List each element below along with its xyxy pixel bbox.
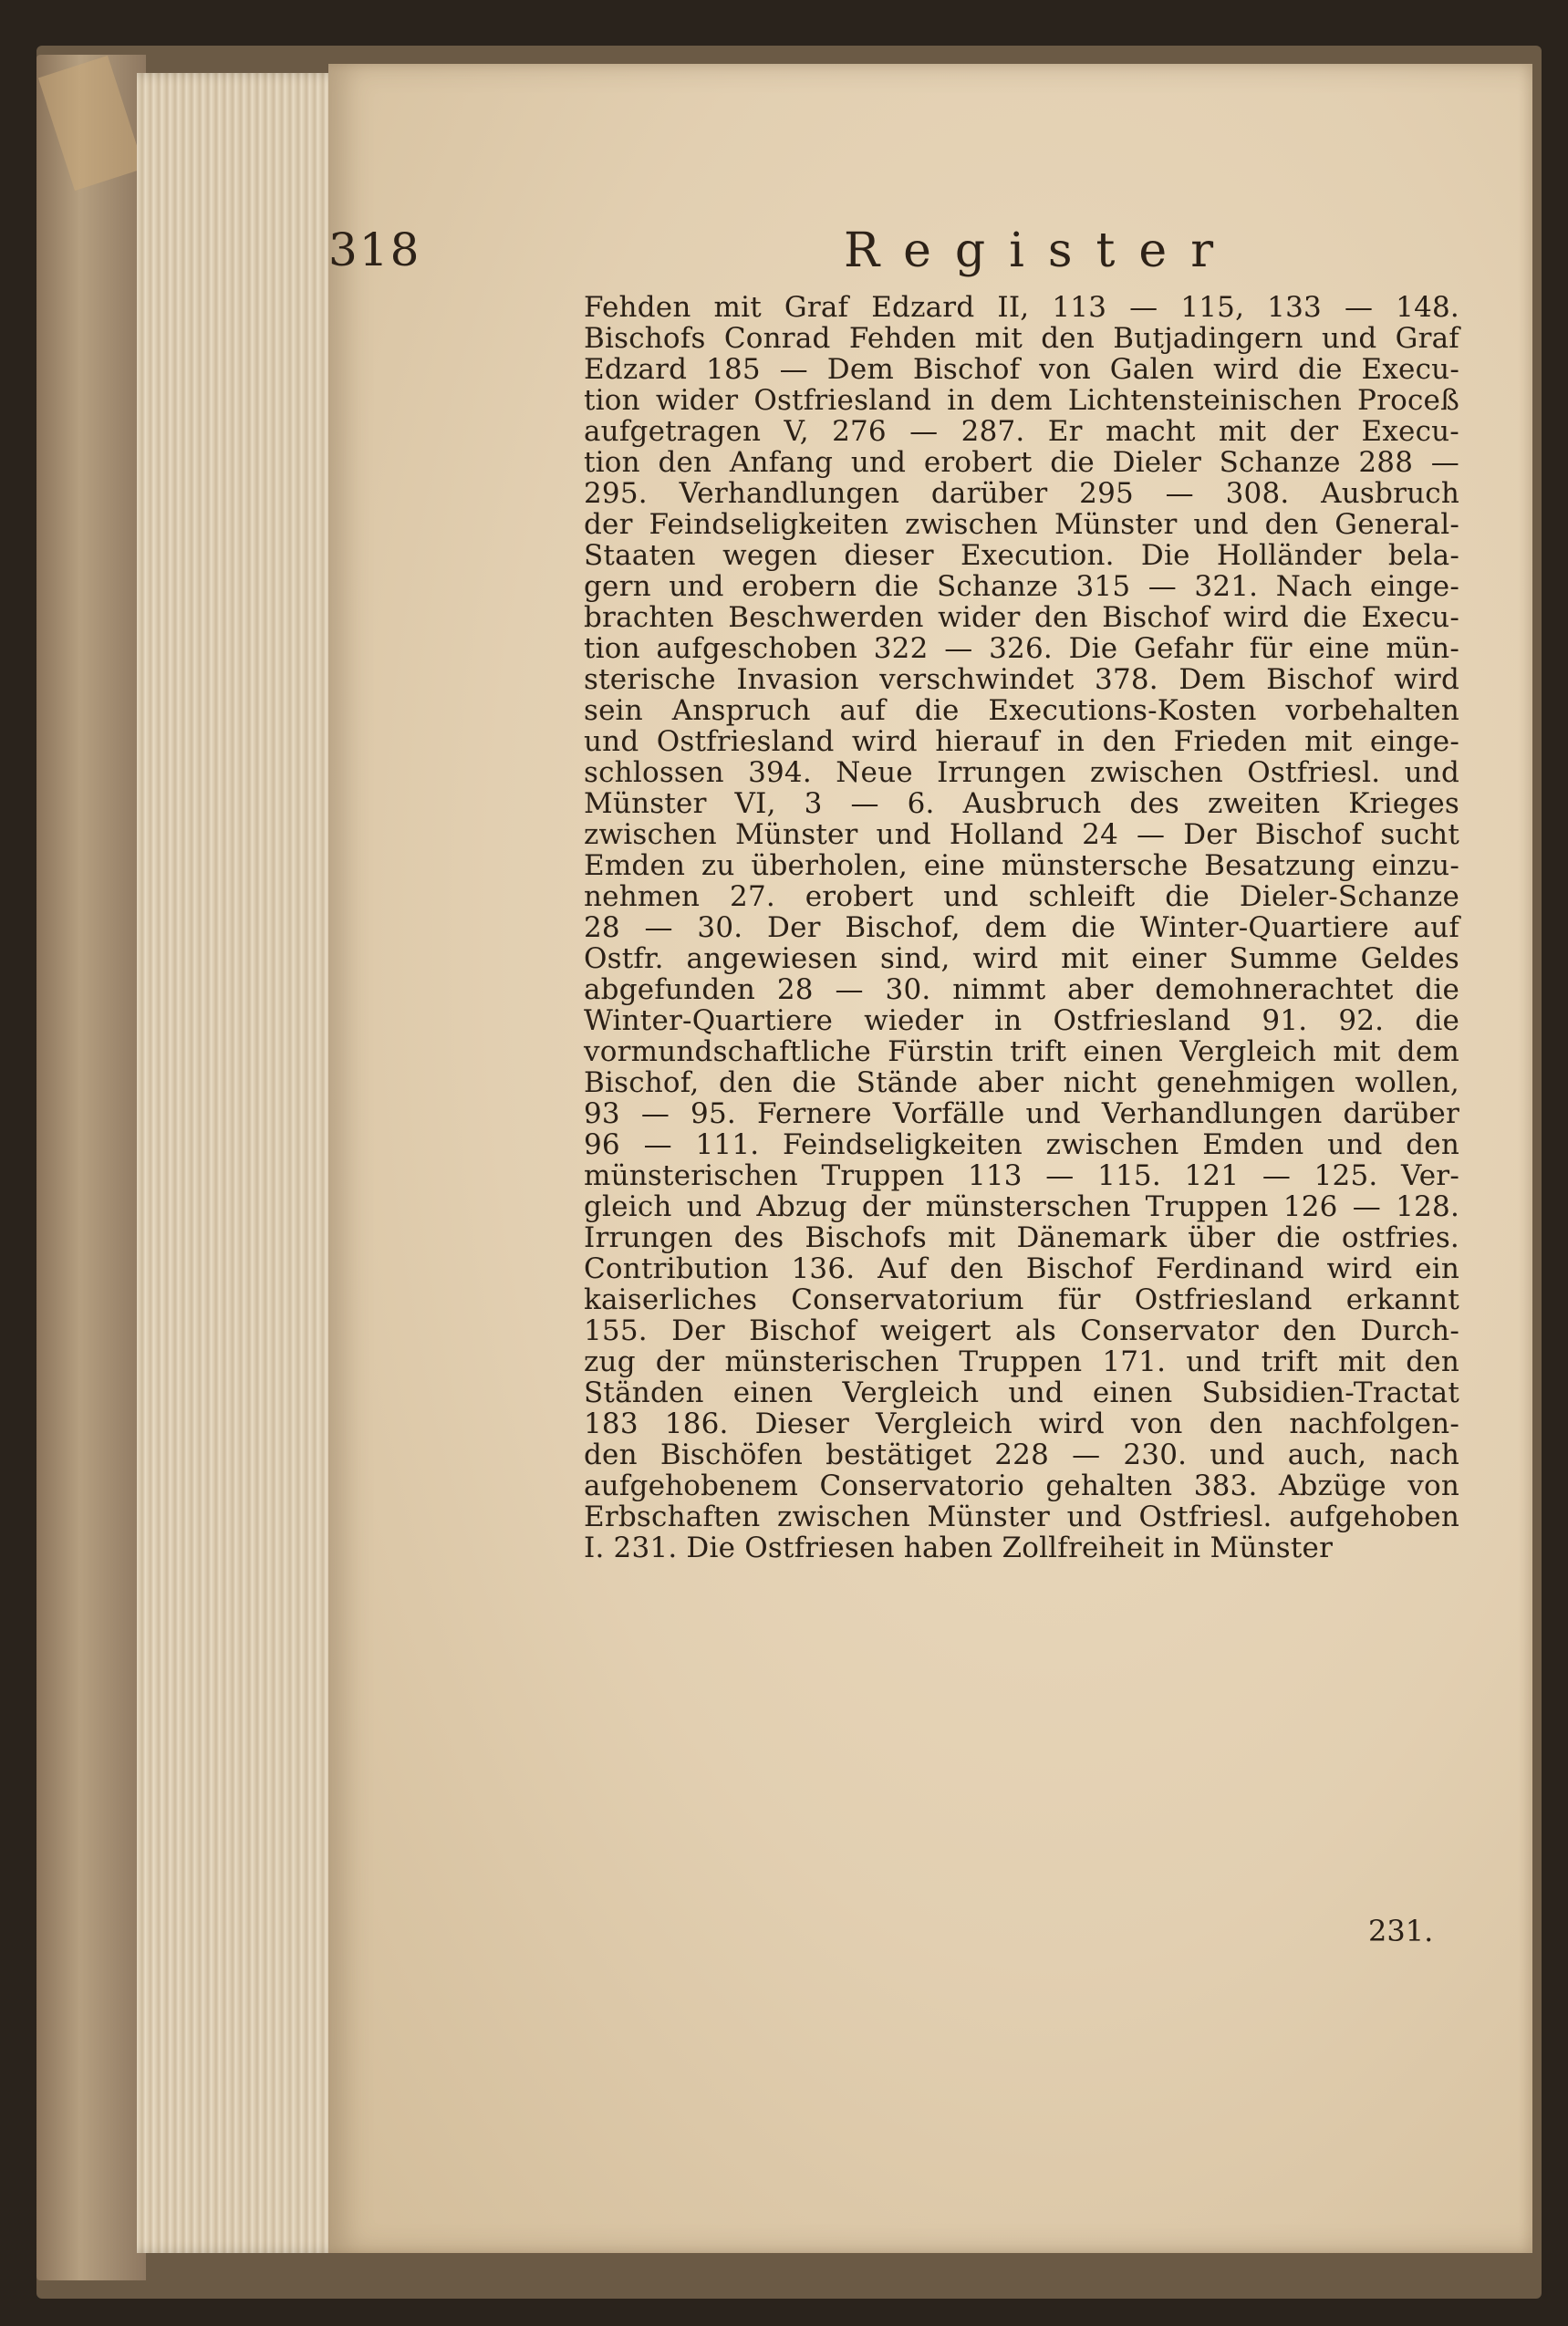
text-line: 155. Der Bischof weigert als Conservator den Durch- [584, 1314, 1459, 1347]
text-line: Fehden mit Graf Edzard II, 113 — 115, 133 — 148. [584, 291, 1459, 324]
text-line: 96 — 111. Feindseligkeiten zwischen Emden und den [584, 1128, 1459, 1161]
text-line: Bischofs Conrad Fehden mit den Butjadingern und Graf [584, 322, 1459, 355]
text-line: Staaten wegen dieser Execution. Die Holländer bela- [584, 539, 1459, 572]
running-head [328, 223, 1241, 296]
page-heading: Register [844, 223, 1238, 278]
text-line: tion aufgeschoben 322 — 326. Die Gefahr für eine mün- [584, 632, 1459, 665]
register-text [584, 292, 1459, 1952]
page-number: 318 [328, 223, 421, 276]
text-line: kaiserliches Conservatorium für Ostfriesland erkannt [584, 1283, 1459, 1316]
text-line: aufgetragen V, 276 — 287. Er macht mit der Execu- [584, 415, 1459, 448]
text-line: zug der münsterischen Truppen 171. und trift mit den [584, 1345, 1459, 1378]
book-spine [36, 55, 146, 2280]
text-line: nehmen 27. erobert und schleift die Dieler-Schanze [584, 880, 1459, 913]
text-line: Münster VI, 3 — 6. Ausbruch des zweiten Krieges [584, 787, 1459, 820]
text-line: 28 — 30. Der Bischof, dem die Winter-Quartiere auf [584, 911, 1459, 944]
text-line: tion den Anfang und erobert die Dieler Schanze 288 — [584, 446, 1459, 479]
text-line: schlossen 394. Neue Irrungen zwischen Ostfriesl. und [584, 756, 1459, 789]
text-line: münsterischen Truppen 113 — 115. 121 — 125. Ver- [584, 1159, 1459, 1192]
text-line: Edzard 185 — Dem Bischof von Galen wird die Execu- [584, 353, 1459, 386]
text-line: gern und erobern die Schanze 315 — 321. Nach einge- [584, 570, 1459, 603]
text-line: den Bischöfen bestätiget 228 — 230. und auch, nach [584, 1438, 1459, 1471]
text-line: tion wider Ostfriesland in dem Lichtensteinischen Proceß [584, 384, 1459, 417]
text-line: Irrungen des Bischofs mit Dänemark über die ostfries. [584, 1221, 1459, 1254]
text-line: Emden zu überholen, eine münstersche Besatzung einzu- [584, 849, 1459, 882]
text-line: Bischof, den die Stände aber nicht genehmigen wollen, [584, 1066, 1459, 1099]
text-line: sterische Invasion verschwindet 378. Dem Bischof wird [584, 663, 1459, 696]
text-line: Erbschaften zwischen Münster und Ostfriesl. aufgehoben [584, 1500, 1459, 1533]
text-line: sein Anspruch auf die Executions-Kosten vorbehalten [584, 694, 1459, 727]
text-line: brachten Beschwerden wider den Bischof wird die Execu- [584, 601, 1459, 634]
page-edges [137, 73, 347, 2253]
text-line: der Feindseligkeiten zwischen Münster und den General- [584, 508, 1459, 541]
text-line: Ständen einen Vergleich und einen Subsidien-Tractat [584, 1376, 1459, 1409]
catchword: 231. [1368, 1914, 1434, 1948]
text-line: vormundschaftliche Fürstin trift einen Vergleich mit dem [584, 1035, 1459, 1068]
text-line: Ostfr. angewiesen sind, wird mit einer Summe Geldes [584, 942, 1459, 975]
text-line: 295. Verhandlungen darüber 295 — 308. Ausbruch [584, 477, 1459, 510]
text-line: gleich und Abzug der münsterschen Truppen 126 — 128. [584, 1190, 1459, 1223]
text-line: abgefunden 28 — 30. nimmt aber demohnerachtet die [584, 973, 1459, 1006]
text-line: Winter-Quartiere wieder in Ostfriesland 91. 92. die [584, 1004, 1459, 1037]
text-line: und Ostfriesland wird hierauf in den Frieden mit einge- [584, 725, 1459, 758]
text-line: Contribution 136. Auf den Bischof Ferdinand wird ein [584, 1252, 1459, 1285]
text-line: zwischen Münster und Holland 24 — Der Bischof sucht [584, 818, 1459, 851]
text-line: 93 — 95. Fernere Vorfälle und Verhandlungen darüber [584, 1097, 1459, 1130]
text-line: aufgehobenem Conservatorio gehalten 383. Abzüge von [584, 1469, 1459, 1502]
text-line: 183 186. Dieser Vergleich wird von den nachfolgen- [584, 1407, 1459, 1440]
text-line: I. 231. Die Ostfriesen haben Zollfreiheit in Münster [584, 1532, 1334, 1564]
